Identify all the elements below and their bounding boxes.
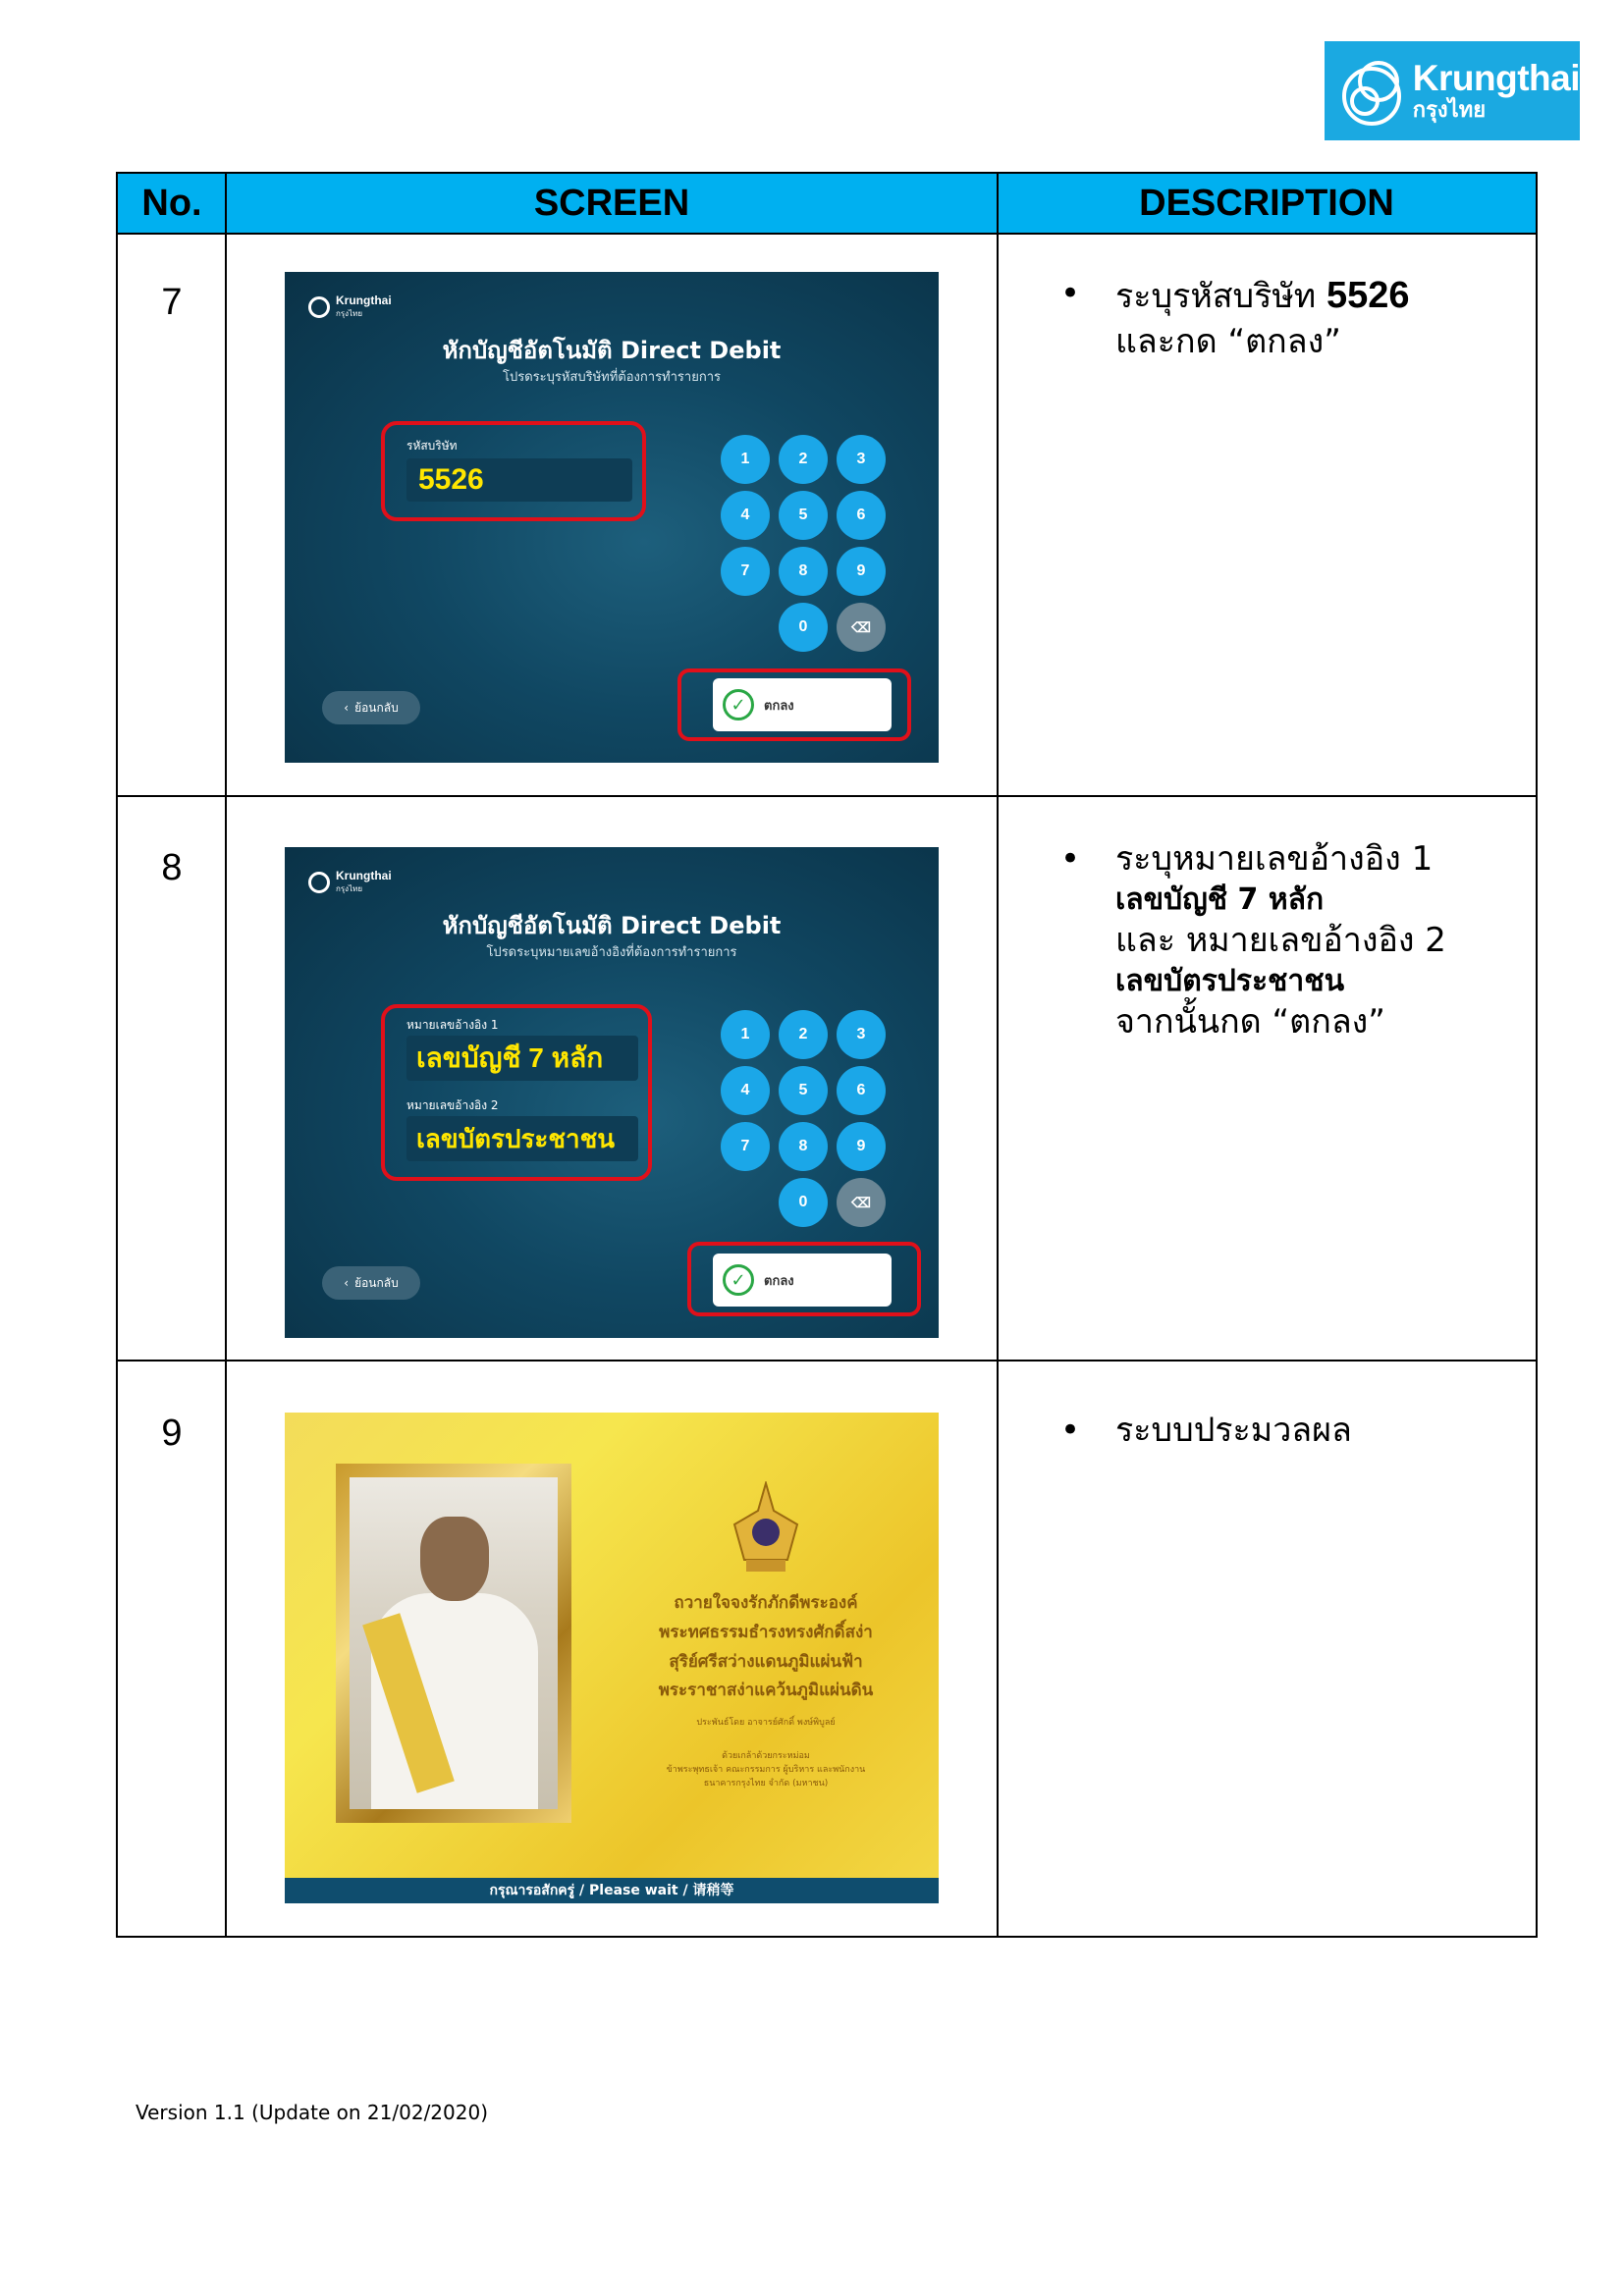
- key-8[interactable]: 8: [779, 547, 828, 596]
- dedication-line: ธนาคารกรุงไทย จำกัด (มหาชน): [703, 1778, 829, 1789]
- desc-line: จากนั้นกด “ตกลง”: [1115, 1002, 1385, 1042]
- reference-1-label: หมายเลขอ้างอิง 1: [406, 1018, 499, 1032]
- atm-title: หักบัญชีอัตโนมัติ Direct Debit: [442, 337, 782, 364]
- back-button-label: ย้อนกลับ: [354, 700, 399, 715]
- key-0[interactable]: 0: [779, 1178, 828, 1227]
- atm-brand: [308, 869, 392, 895]
- key-7[interactable]: 7: [721, 547, 770, 596]
- back-button[interactable]: [322, 691, 420, 724]
- atm-title: หักบัญชีอัตโนมัติ Direct Debit: [442, 912, 782, 939]
- royal-portrait-image: [350, 1477, 558, 1809]
- dedication-line: ข้าพระพุทธเจ้า คณะกรรมการ ผู้บริหาร และพนักงาน: [666, 1764, 866, 1775]
- dedication-poem: [638, 1589, 893, 1706]
- description-row-9: [1060, 1409, 1512, 1452]
- poem-line: พระทศธรรมธำรงทรงศักดิ์สง่า: [659, 1622, 873, 1642]
- dedication-line: ด้วยเกล้าด้วยกระหม่อม: [722, 1751, 810, 1761]
- processing-screen: [285, 1413, 939, 1903]
- row-number: 7: [161, 282, 183, 323]
- desc-company-code: 5526: [1326, 275, 1410, 316]
- row-number: 9: [161, 1413, 183, 1454]
- header-screen: SCREEN: [226, 174, 998, 235]
- key-5[interactable]: 5: [779, 1066, 828, 1115]
- chevron-left-icon: ‹: [344, 701, 350, 715]
- key-1[interactable]: 1: [721, 1010, 770, 1059]
- reference-2-label: หมายเลขอ้างอิง 2: [406, 1098, 499, 1112]
- check-circle-icon: ✓: [723, 689, 754, 721]
- poem-author: ประพันธ์โดย อาจารย์ศักดิ์ พงษ์พิบูลย์: [696, 1718, 836, 1728]
- back-button-label: ย้อนกลับ: [354, 1275, 399, 1290]
- row-divider: [118, 795, 1536, 797]
- krungthai-bird-icon: [1336, 57, 1403, 126]
- steps-table: [116, 172, 1538, 1938]
- key-4[interactable]: 4: [721, 1066, 770, 1115]
- krungthai-bird-icon: [308, 872, 330, 893]
- desc-line: ระบุหมายเลขอ้างอิง 1: [1115, 839, 1434, 879]
- desc-line: และกด “ตกลง”: [1115, 322, 1341, 362]
- numeric-keypad: [721, 1010, 897, 1216]
- reference-2-input[interactable]: เลขบัตรประชาชน: [406, 1116, 638, 1161]
- ok-button-label: ตกลง: [764, 1273, 794, 1289]
- krungthai-logo: [1325, 41, 1580, 140]
- key-5[interactable]: 5: [779, 491, 828, 540]
- key-4[interactable]: 4: [721, 491, 770, 540]
- poem-line: ถวายใจจงรักภักดีพระองค์: [674, 1593, 858, 1613]
- row-number: 8: [161, 847, 183, 888]
- royal-emblem-icon: [729, 1481, 803, 1575]
- column-divider: [997, 174, 999, 1936]
- version-footer: Version 1.1 (Update on 21/02/2020): [135, 2101, 489, 2124]
- description-row-7: [1060, 272, 1512, 364]
- key-6[interactable]: 6: [837, 491, 886, 540]
- bullet-icon: •: [1060, 274, 1081, 313]
- atm-screen-company-code: [285, 272, 939, 763]
- desc-line: ระบบประมวลผล: [1115, 1411, 1352, 1450]
- backspace-icon[interactable]: ⌫: [837, 603, 886, 652]
- key-3[interactable]: 3: [837, 1010, 886, 1059]
- atm-brand-name: Krungthai: [336, 294, 392, 307]
- reference-1-input[interactable]: เลขบัญชี 7 หลัก: [406, 1036, 638, 1081]
- desc-line-bold: เลขบัตรประชาชน: [1115, 964, 1345, 999]
- ok-button[interactable]: [713, 678, 892, 731]
- atm-brand-name-th: กรุงไทย: [336, 309, 363, 318]
- atm-brand-name-th: กรุงไทย: [336, 884, 363, 893]
- key-2[interactable]: 2: [779, 1010, 828, 1059]
- atm-subtitle: โปรดระบุรหัสบริษัทที่ต้องการทำรายการ: [503, 370, 721, 385]
- atm-brand: [308, 294, 392, 320]
- atm-subtitle: โปรดระบุหมายเลขอ้างอิงที่ต้องการทำรายการ: [486, 945, 737, 960]
- please-wait-bar: กรุณารอสักครู่ / Please wait / 请稍等: [285, 1878, 939, 1903]
- bullet-icon: •: [1060, 839, 1081, 879]
- company-code-label: รหัสบริษัท: [406, 439, 458, 453]
- key-9[interactable]: 9: [837, 547, 886, 596]
- row-divider: [118, 1360, 1536, 1362]
- dedication-text: [638, 1750, 893, 1791]
- key-9[interactable]: 9: [837, 1122, 886, 1171]
- company-code-input[interactable]: 5526: [406, 458, 632, 502]
- logo-name-th: กรุงไทย: [1412, 98, 1487, 123]
- back-button[interactable]: [322, 1266, 420, 1300]
- atm-brand-name: Krungthai: [336, 869, 392, 882]
- poem-line: สุริย์ศรีสว่างแดนภูมิแผ่นฟ้า: [669, 1651, 863, 1672]
- key-6[interactable]: 6: [837, 1066, 886, 1115]
- numeric-keypad: [721, 435, 897, 641]
- description-row-8: [1060, 837, 1512, 1044]
- ok-button[interactable]: [713, 1254, 892, 1307]
- chevron-left-icon: ‹: [344, 1276, 350, 1290]
- check-circle-icon: ✓: [723, 1264, 754, 1296]
- header-no: No.: [118, 174, 226, 235]
- atm-screen-reference: [285, 847, 939, 1338]
- desc-line: ระบุรหัสบริษัท: [1115, 277, 1317, 316]
- key-3[interactable]: 3: [837, 435, 886, 484]
- ok-button-label: ตกลง: [764, 698, 794, 714]
- key-7[interactable]: 7: [721, 1122, 770, 1171]
- desc-line-bold: เลขบัญชี 7 หลัก: [1115, 882, 1325, 918]
- key-1[interactable]: 1: [721, 435, 770, 484]
- krungthai-bird-icon: [308, 296, 330, 318]
- header-description: DESCRIPTION: [998, 174, 1536, 235]
- desc-line: และ หมายเลขอ้างอิง 2: [1115, 921, 1446, 961]
- key-2[interactable]: 2: [779, 435, 828, 484]
- backspace-icon[interactable]: ⌫: [837, 1178, 886, 1227]
- key-0[interactable]: 0: [779, 603, 828, 652]
- portrait-frame: [336, 1464, 571, 1823]
- bullet-icon: •: [1060, 1411, 1081, 1450]
- column-divider: [225, 174, 227, 1936]
- poem-line: พระราชาสง่าแคว้นภูมิแผ่นดิน: [658, 1681, 874, 1701]
- logo-name-en: Krungthai: [1412, 58, 1580, 98]
- key-8[interactable]: 8: [779, 1122, 828, 1171]
